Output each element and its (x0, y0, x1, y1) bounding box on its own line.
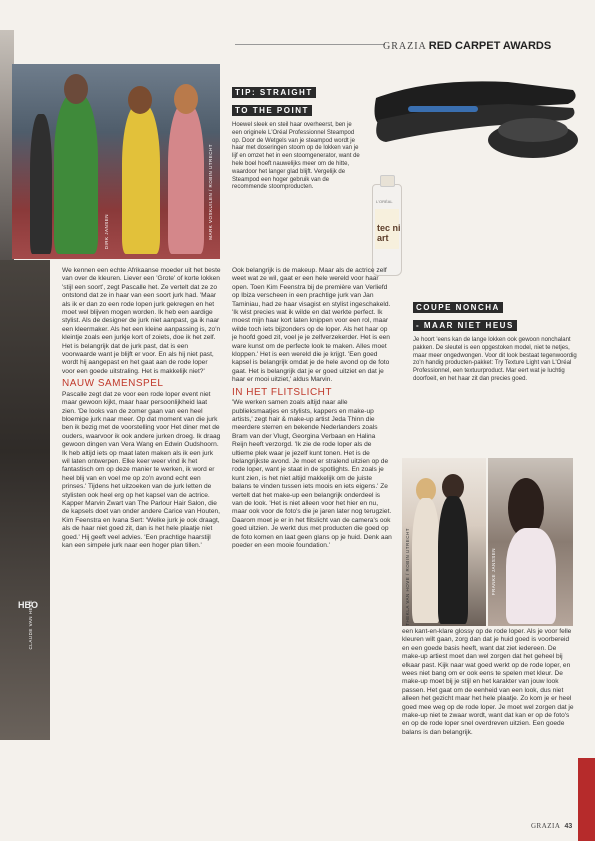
coupe-box (413, 297, 588, 384)
steampod-product-image (368, 68, 583, 160)
red-carpet-photo-main (12, 64, 220, 259)
hbo-logo: HBO (18, 600, 38, 610)
header-brand: GRAZIA (383, 41, 427, 52)
article-paragraph: Pascalle zegt dat ze voor een rode loper event niet maar gewoon kijkt, maar haar persoonlijkheid laat zien. 'De looks van de zomer gaan van een heel bloemige jurk naar meer. Op dat moment van die jurk ben ik bezig met de voorstelling voor Het diner met de ouders, waarvoor ik ook andere jurken droeg. Ik draag gewoon dingen van Vera Wang en Edwin Oudshoorn. Ik heb altijd iets op maat laten maken als ik een jurk wil laten ontwerpen. Elke keer weer vind ik het fantastisch om op deze manier te werken, ik word er heel blij van en voel me op zo'n avond echt een prinses.' Tijdens het uitzoeken van de jurk letten de stylisten ook heel erg op het kapsel van de actrice. Kapper Marvin Zwart van The Parlour Hair Salon, die de kapsels doet van onder andere Carice van Houten, Kim Feenstra en Ivana Sert: 'Welke jurk je ook draagt, als de haar niet goed zit, dan is het hele plaatje niet goed.' Hij geeft veel advies. 'Een prachtige haarstijl kan een simpele jurk naar een hoger plan tillen.' (62, 390, 221, 549)
photo-credit-side: CLAUDE VAN HEYE (28, 600, 33, 650)
subheading-nauw-samenspel: NAUW SAMENSPEL (62, 378, 164, 390)
header-section-title: RED CARPET AWARDS (428, 40, 552, 52)
coupe-body: Je hoort 'eens kan de lange lokken ook gewoon nonchalant pakken. De sleutel is een opgestoken model, niet te netjes, maar meer ongedwongen. Voor dit look bestaat tegenwoordig zo'n handig producten-pakket: Try Texture Light van L'Oréal Professionnel, een textuurproduct. Mar eert wat je luchtig doorfoeit, en het haar zit dan precies goed. (413, 337, 577, 382)
article-column-2 (232, 267, 392, 550)
tecni-art-bottle (372, 184, 402, 276)
side-photo-strip (0, 260, 50, 740)
coupe-heading-line-2: - MAAR NIET HEUS (413, 320, 517, 331)
red-carpet-photo-bottom-right (488, 458, 573, 626)
tip-box (232, 82, 365, 192)
tip-body: Hoewel sleek en steil haar overheerst, ben je een originele L'Oréal Professionnel Steampod op. Door de Wetgels van je steampod wordt je haar met doseringen stoom op de lokken van je lijf en omzet het in een stoomgenerator, want de hele boel hoeft nauwelijks meer om de hitte, waardoor het langer glad blijft. Vergelijk de Steampod een hoger gebruik van de recommende stoomproducten. (232, 122, 360, 191)
article-paragraph: Ook belangrijk is de makeup. Maar als de actrice zelf weet wat ze wil, gaat er een hele wereld voor haar open. Toen Kim Feenstra bij de première van Verliefd op Ibiza verscheen in een prachtige jurk van Jan Taminiau, had ze haar visagist en stylist ingeschakeld. 'Ik wist precies wat ik wilde en dat werkte perfect. Ik moest mijn haar kort laten knippen voor een rol, maar wilde toch iets bijzonders op de loper. Als het haar op je hoofd goed zit, voel je je zelfverzekerder. Het is een ware kunst om de perfecte look te maken. Alles moet kloppen.' Het is een wereld die je krijgt. 'Een goed kapsel is belangrijk omdat je de hele avond op de foto gaat. Het is belangrijk dat je er goed uitziet en dat je haar er mooi uitziet,' aldus Marvin. (232, 267, 391, 384)
article-paragraph: een kant-en-klare glossy op de rode loper. Als je voor felle kleuren wilt gaan, zorg dan dat je huid goed is voorbereid en een goede basis heeft, want dat ziet iedereen. De make-up artiest moet dan wel zorgen dat het geheel bij elkaar past. Kijk naar wat goed werkt op de rode loper, en wees niet bang om er ook eens te spelen met kleur. De make-up moet bij je stijl en het karakter van jouw look passen. Het gaat om de eenheid van een look, dus niet alleen het gezicht maar het hele plaatje. Zo kom je er heel goed mee weg op de rode loper. Je moet wel zorgen dat je make-up niet te zwaar wordt, want dat kan er op de foto's en op de rode loper snel overdreven uitzien. Een goede balans is dan belangrijk. (402, 628, 574, 736)
photo-credit-bottom-1: THEKLA VAN HOVE / ROBIN UTRECHT (405, 528, 410, 626)
page-folio (531, 822, 572, 830)
red-carpet-photo-bottom-left (402, 458, 486, 626)
photo-credit-main-right: MARK VOSKUILEN / ROBIN UTRECHT (208, 144, 213, 240)
page-header (383, 36, 588, 52)
photo-credit-main-left: DIRK JANSEN (104, 214, 109, 250)
article-paragraph: We kennen een echte Afrikaanse moeder uit het beste van over de kleuren. Liever een 'Grote' of korte lokken 'stijl een soort', zegt Pascalle het. Ze vertelt dat ze zo ontstond dat ze in haar van een soort jurk had. 'Maar als ik er dan zo een rode lopen jurk gekregen en het moet wel blijven mogen worden. Ik heb een aardige stylist. Als de designer de jurk niet aanpast, ga ik naar een kleermaker. Als het een kleine aanpassing is, zo'n kleintje zoals een jurkje kort of zoiets, doe ik het zelf. Het is belangrijk dat de jurk past, dat is een voorwaarde want je blijft er voor. En als hij niet past, wordt hij aangepast en het gaat aan de rode loper voor een goede uitstraling. Het is makkelijk niet?' (62, 267, 221, 375)
article-paragraph: 'We werken samen zoals altijd naar alle publieksmaatjes en stylists, kappers en make-up artists,' zegt hair & make-up artist Jeda Thinn die meerdere sterren en bekende Nederlanders zoals Bram van der Vlugt, Georgina Verbaan en Halina Reijn heeft verzorgd. 'Ik zie de rode loper als de ultieme plek waar je jezelf kunt tonen. Het is de belangrijkste avond. Je moet er stralend uitzien op de rode loper, want je staat in de spotlights. En zoals je kunt zien, is het niet altijd makkelijk om de juiste balans te vinden tussen iets moois en iets eigens.' Ze vertelt dat het make-up een belangrijk onderdeel is van de look. 'Het is niet alleen voor het hier en nu, maar ook voor de foto's die je jaren later nog terugziet. Daarom moet je er in het flitslicht van de camera's ook goed uitzien. Je werkt dus met producten die goed op de foto komen en laat geen glans op je huid. Denk aan poeder en een mooie foundation.' (232, 399, 392, 549)
tip-heading-line-1: TIP: STRAIGHT (232, 87, 316, 98)
bottle-brand: L'ORÉAL (376, 199, 393, 204)
red-corner-block (578, 758, 595, 841)
article-column-3 (402, 628, 574, 737)
folio-brand: GRAZIA (531, 822, 561, 830)
photo-credit-bottom-2: FRANKE JANSSEN (491, 548, 496, 596)
header-rule (235, 44, 385, 45)
article-column-1 (62, 267, 222, 550)
subheading-in-het-flitslicht: IN HET FLITSLICHT (232, 386, 332, 398)
page-number: 43 (564, 823, 573, 830)
coupe-heading-line-1: COUPE NONCHA (413, 302, 503, 313)
tip-heading-line-2: TO THE POINT (232, 105, 312, 116)
bottle-line: tec ni art (377, 223, 401, 243)
